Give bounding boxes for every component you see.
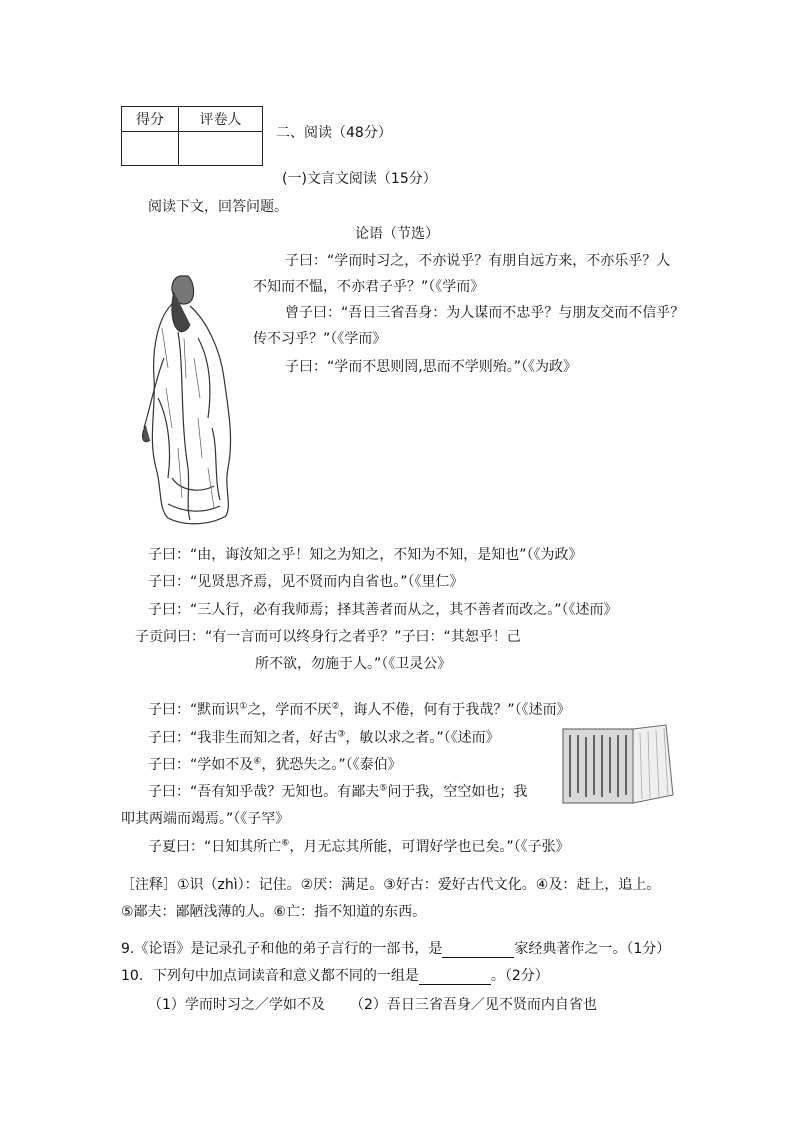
passage-line-13: 子曰：“学如不及④，犹恐失之。”（《泰伯》: [148, 756, 402, 773]
section-subheading: (一)文言文阅读（15分）: [282, 171, 437, 187]
grader-cell[interactable]: [179, 132, 263, 166]
passage-line-10: 所不欲，勿施于人。”（《卫灵公》: [255, 656, 452, 672]
passage-line-14: 子曰：“吾有知乎哉？无知也。有鄙夫⑤问于我，空空如也；我: [148, 783, 528, 800]
score-header: 得分: [122, 107, 179, 132]
passage-line-12: 子曰：“我非生而知之者，好古③，敏以求之者。”（《述而》: [148, 729, 500, 746]
passage-line-8: 子曰：“三人行，必有我师焉；择其善者而从之，其不善者而改之。”（《述而》: [148, 602, 618, 618]
passage-line-9: 子贡问曰：“有一言而可以终身行之者乎？”子曰：“其恕乎！己: [135, 629, 521, 645]
notes-line-2: ⑤鄙夫：鄙陋浅薄的人。⑥亡：指不知道的东西。: [121, 904, 427, 920]
passage-line-3: 曾子曰：“吾日三省吾身：为人谋而不忠乎？与朋友交而不信乎？: [285, 305, 685, 321]
q9-answer-blank[interactable]: [442, 943, 514, 958]
passage-line-5: 子曰：“学而不思则罔,思而不学则殆。”（《为政》: [285, 359, 577, 375]
passage-line-15: 叩其两端而竭焉。”（《子罕》: [121, 811, 290, 827]
instruction: 阅读下文，回答问题。: [148, 199, 288, 215]
q10-option-1: （1）学而时习之／学如不及: [148, 997, 325, 1013]
passage-line-16: 子夏曰：“日知其所亡⑥，月无忘其所能，可谓好学也已矣。”（《子张》: [148, 838, 570, 855]
score-table: [121, 106, 263, 166]
notes-line-1: ［注释］①识（zhì）：记住。②厌：满足。③好古：爱好古代文化。④及：赶上，追上。: [121, 877, 661, 893]
passage-title: 论语（节选）: [355, 226, 439, 242]
question-9: 9.《论语》是记录孔子和他的弟子言行的一部书，是 家经典著作之一。（1分）: [121, 941, 671, 957]
section-heading: 二、阅读（48分）: [276, 125, 392, 141]
q10-answer-blank[interactable]: [419, 970, 491, 985]
passage-line-2: 不知而不愠，不亦君子乎？”（《学而》: [253, 279, 485, 295]
ancient-book-image: [562, 723, 675, 806]
confucius-portrait-image: [128, 268, 246, 530]
passage-line-7: 子曰：“见贤思齐焉，见不贤而内自省也。”（《里仁》: [148, 574, 464, 590]
grader-header: 评卷人: [179, 107, 263, 132]
score-cell[interactable]: [122, 132, 179, 166]
q10-option-2: （2）吾日三省吾身／见不贤而内自省也: [350, 997, 597, 1013]
passage-line-11: 子曰：“默而识①之，学而不厌②，诲人不倦，何有于我哉？”（《述而》: [148, 701, 571, 718]
question-10: 10．下列句中加点词读音和意义都不同的一组是 。（2分）: [121, 968, 549, 984]
passage-line-4: 传不习乎？”（《学而》: [253, 331, 387, 347]
passage-line-1: 子曰：“学而时习之，不亦说乎？有朋自远方来，不亦乐乎？人: [285, 253, 671, 269]
passage-line-6: 子曰：“由，诲汝知之乎！知之为知之，不知为不知，是知也”（《为政》: [148, 547, 583, 563]
